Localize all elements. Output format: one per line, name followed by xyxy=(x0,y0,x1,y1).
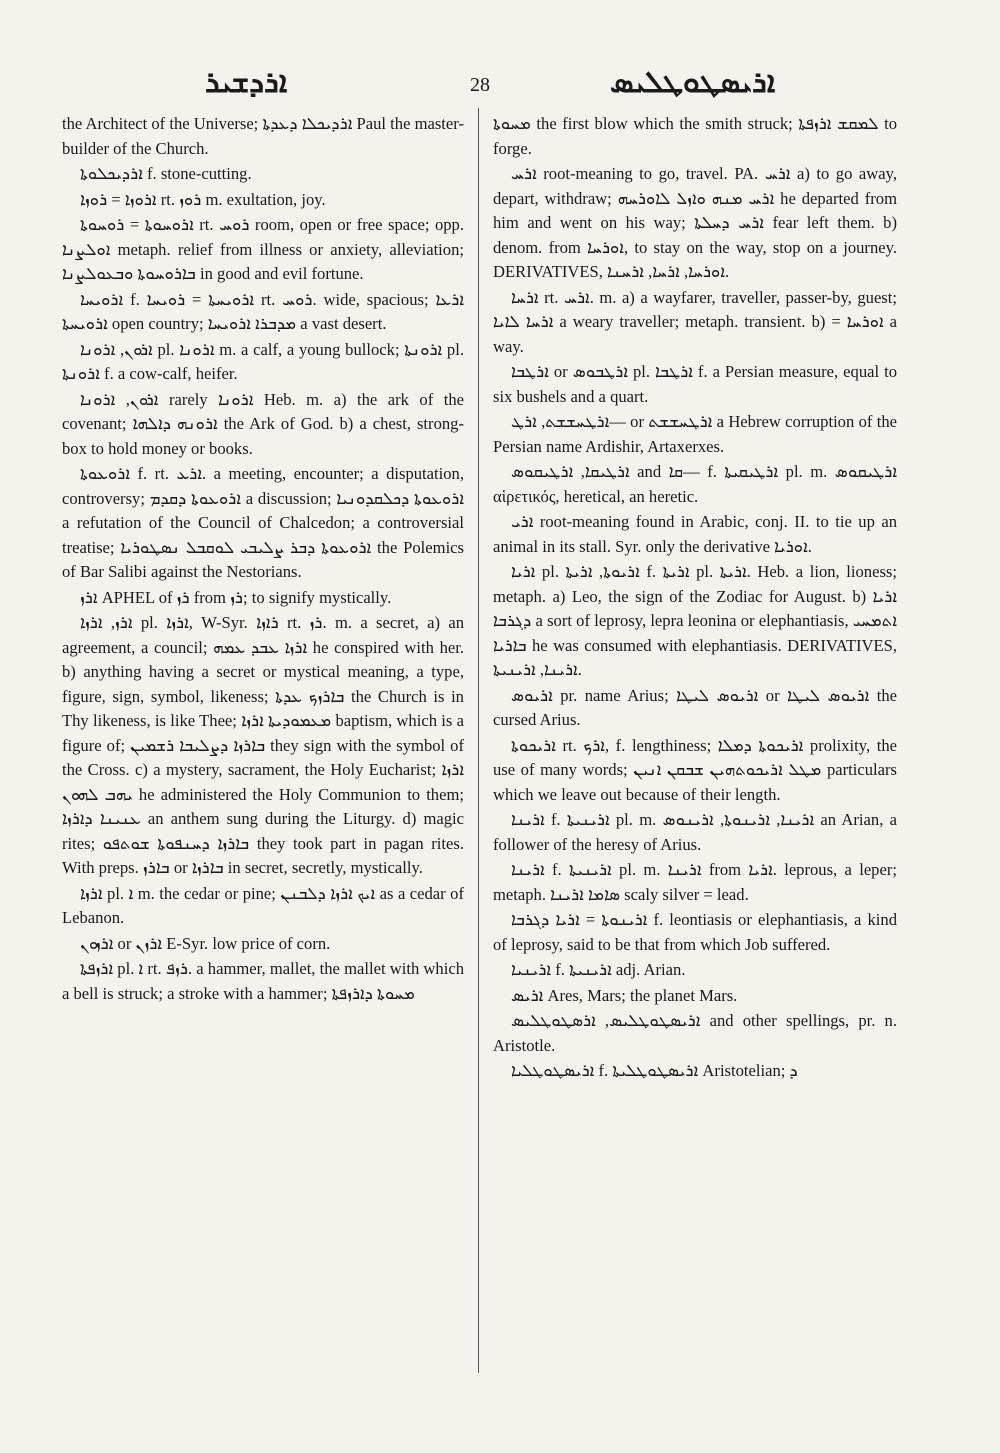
page-number: 28 xyxy=(470,74,490,96)
dictionary-entry: ܐܪܝܣܛܘܛܠܝܣ, ܐܪܣܛܘܛܠܝܣ and other spellings, pr. n. Aristotle. xyxy=(493,1011,897,1055)
dictionary-entry: ܐܪܛܚܫܫܬ, ܐܪܛ— or ܐܪܛܚܫܫܬ a Hebrew corruption of the Persian name Ardishir, Artaxerxes. xyxy=(493,412,897,456)
column-divider xyxy=(478,108,479,1373)
dictionary-entry: ܐܪܚ root-meaning to go, travel. PA. ܐܪܚ a) to go away, depart, withdraw; ܐܪܚ ܡܢܗ ܘܐܙܠ ܠܐܘܪܚܗ he departed from him and went on his way; ܐܪܚ ܕܚܠܬܐ fear left them. b) denom. from ܐܘܪܚܐ, to stay on the way, stop on a journey. DERIVATIVES, ܐܘܪܚܐ, ܐܪܚܐ, ܐܪܚܢܐ. xyxy=(493,164,897,281)
dictionary-entry: ܡܚܘܬܐ the first blow which the smith struck; ܠܡܩܫ ܐܪܙܦܬܐ to forge. xyxy=(493,114,898,158)
dictionary-entry: ܐܪܝܣ Ares, Mars; the planet Mars. xyxy=(511,985,738,1005)
dictionary-entry: ܐܪܙ, ܐܪܙܐ pl. ܐܪܙܐ, W-Syr. ܪܐܙܐ rt. ܪܙ. m. a secret, a) an agreement, a council; ܐܪܙܐ ܥܒܕ ܥܡܗ he conspired with her. b) anything having a secret or mystical meaning, a type, figure, sign, symbol, likeness; ܒܐܪܙܟ ܥܕܬܐ the Church is in Thy likeness, is like Thee; ܡܥܡܘܕܝܬܐ ܐܪܙܐ baptism, which is a figure of; ܒܐܪܙܐ ܕܨܠܝܒܐ ܪܫܡܝܢ they sign with the symbol of the Cross. c) a mystery, sacrament, the Holy Eucharist; ܐܪܙܐ ܝܗܒ ܠܗܘܢ he administered the Holy Communion to them; ܥܢܝܢܐ ܕܐܪܙܐ an anthem sung during the Liturgy. d) magic rites; ܒܐܪܙܐ ܕܚܢܦܘܬܐ ܫܘܬܦܘ they took part in pagan rites. With preps. ܒܐܪܙ or ܒܐܪܙܐ in secret, secretly, mystically. xyxy=(62,613,465,877)
dictionary-entry: ܐܪܚܐ rt. ܐܪܚ. m. a) a wayfarer, traveller, passer-by, guest; ܐܪܚܐ ܠܐܝܐ a weary traveller; metaph. transient. b) = ܐܘܪܚܐ a way. xyxy=(493,287,898,356)
dictionary-entry: ܐܪܝܣܛܘܛܠܝܐ f. ܐܪܝܣܛܘܛܠܝܬܐ Aristotelian; ܕ xyxy=(511,1061,798,1080)
dictionary-entry: ܐܪܝܢܐ f. ܐܪܝܢܝܬܐ pl. m. ܐܪܝܢܐ from ܐܪܝܐ. leprous, a leper; metaph. ܣܐܡܐ ܐܪܝܢܐ scaly silver = lead. xyxy=(493,860,897,904)
dictionary-entry: ܐܪܝܐ pl. ܐܪܝܘܬܐ, ܐܪܝܬܐ f. ܐܪܝܬܐ pl. ܐܪܝܬܐ. Heb. a lion, lioness; metaph. a) Leo, the sign of the Zodiac for August. b) ܐܪܝܐ ܕܓܪܒܐ a sort of leprosy, lepra leonina or elephantiasis, ܐܬܡܚܝ ܒܐܪܝܐ he was consumed with elephantiasis. DERIVATIVES, ܐܪܝܢܐ, ܐܪܝܢܝܬܐ. xyxy=(493,562,897,679)
dictionary-entry: ܐܪܘܢ, ܐܪܘܢܐ pl. ܐܪܘܢܐ m. a calf, a young bullock; ܐܪܘܢܬܐ pl. ܐܪܘܢܬܐ f. a cow-calf, heifer. xyxy=(62,339,464,383)
dictionary-entry: ܐܪܘܥܘܬܐ f. rt. ܐܪܥ. a meeting, encounter; a disputation, controversy; ܐܪܘܥܘܬܐ ܕܩܕܡ a discussion; ܐܪܘܥܘܬܐ ܕܟܠܩܕܘܢܝܐ a refutation of the Council of Chalcedon; a controversial treatise; ܐܪܘܥܘܬܐ ܕܒܪ ܨܠܝܒܝ ܠܘܩܒܠ ܢܣܛܘܪܝܐ the Polemics of Bar Salibi against the Nestorians. xyxy=(62,464,465,581)
dictionary-entry: ܐܪܘܙܐ = ܪܘܙܐ rt. ܪܘܙ m. exultation, joy. xyxy=(80,189,326,209)
right-headword: ܐܪܝܣܛܘܛܠܝܣ xyxy=(610,66,776,99)
dictionary-entry: ܐܪܝܢܝܐ f. ܐܪܝܢܝܬܐ adj. Arian. xyxy=(511,960,686,979)
left-column xyxy=(62,112,464,1007)
page-header xyxy=(0,66,1000,106)
dictionary-entry: ܐܪܛܝܩܐ, ܐܪܛܝܩܘܣ and ܩܐ— f. ܐܪܛܝܩܝܬܐ pl. m. ܐܪܛܝܩܘܣ αἱρετικός, heretical, an heretic. xyxy=(493,462,897,506)
dictionary-entry: ܐܪܘܝܚܐ f. ܐܪܘܝܚܬܐ = ܪܘܝܚܐ rt. ܪܘܚ. wide, spacious; ܐܪܥܐ ܐܪܘܝܚܬܐ open country; ܡܕܒܪܐ ܐܪܘܝܚܐ a vast desert. xyxy=(62,289,464,333)
dictionary-entry: ܐܪܝܘܣ pr. name Arius; ܐܪܝܘܣ ܠܝܛܐ or ܐܪܝܘܣ ܠܝܛܐ the cursed Arius. xyxy=(493,685,897,729)
dictionary-entry: ܐܪܕܝܟܠܘܬܐ f. stone-cutting. xyxy=(80,164,252,183)
dictionary-entry: ܐܪܙܐ pl. ܐ m. the cedar or pine; ܐܝܟ ܐܪܙܐ ܕܠܒܢܢ as a cedar of Lebanon. xyxy=(62,883,465,927)
dictionary-entry: the Architect of the Universe; ܐܪܕܝܟܠܐ ܕܥܕܬܐ Paul the master-builder of the Church. xyxy=(62,114,465,158)
dictionary-entry: ܐܪܙܦܬܐ pl. ܐ rt. ܪܙܦ. a hammer, mallet, the mallet with which a bell is struck; a stroke with a hammer; ܡܚܘܬܐ ܕܐܪܙܦܬܐ xyxy=(62,959,464,1003)
dictionary-entry: ܐܪܝܢܐ f. ܐܪܝܢܝܬܐ pl. m. ܐܪܝܢܐ, ܐܪܝܢܘܬܐ, ܐܪܝܢܘܣ an Arian, a follower of the heresy of Arius. xyxy=(493,810,897,854)
right-column xyxy=(493,112,897,1085)
dictionary-entry: ܐܪܛܒܐ or ܐܪܛܒܘܣ pl. ܐܪܛܒܐ f. a Persian measure, equal to six bushels and a quart. xyxy=(493,362,897,406)
dictionary-entry: ܐܪܝܢܘܬܐ = ܐܪܝܐ ܕܓܪܒܐ f. leontiasis or elephantiasis, a kind of leprosy, said to be that from which Job suffered. xyxy=(493,910,897,954)
dictionary-entry: ܐܪܙܘܢ or ܐܪܙܢ E-Syr. low price of corn. xyxy=(80,933,331,953)
dictionary-entry: ܐܪܙ APHEL of ܪܙ from ܪܙ; to signify mystically. xyxy=(80,587,392,607)
dictionary-entry: ܐܪܘܢ, ܐܪܘܢܐ rarely ܐܪܘܢܐ Heb. m. a) the ark of the covenant; ܐܪܘܢܗ ܕܐܠܗܐ the Ark of God. b) a chest, strong-box to hold money or books. xyxy=(62,389,464,458)
dictionary-entry: ܐܪܘܚܘܬܐ = ܪܘܚܘܬܐ rt. ܪܘܚ room, open or free space; opp. ܐܘܠܨܢܐ metaph. relief from illness or anxiety, alleviation; ܒܐܪܘܚܘܬܐ ܘܒܥܘܠܨܢܐ in good and evil fortune. xyxy=(62,215,464,283)
left-headword: ܐܪܕܫܝܪ xyxy=(205,66,288,99)
dictionary-entry: ܐܪܝܟܘܬܐ rt. ܐܪܟ, f. lengthiness; ܐܪܝܟܘܬܐ ܕܡܠܐ prolixity, the use of many words; ܡܛܠ ܐܪܝܟܘܬܗܝܢ ܫܒܩܢ ܐܢܝܢ particulars which we leave out because of their length. xyxy=(493,735,897,804)
dictionary-entry: ܐܪܝ root-meaning found in Arabic, conj. II. to tie up an animal in its stall. Syr. only the derivative ܐܘܪܝܐ. xyxy=(493,512,897,556)
